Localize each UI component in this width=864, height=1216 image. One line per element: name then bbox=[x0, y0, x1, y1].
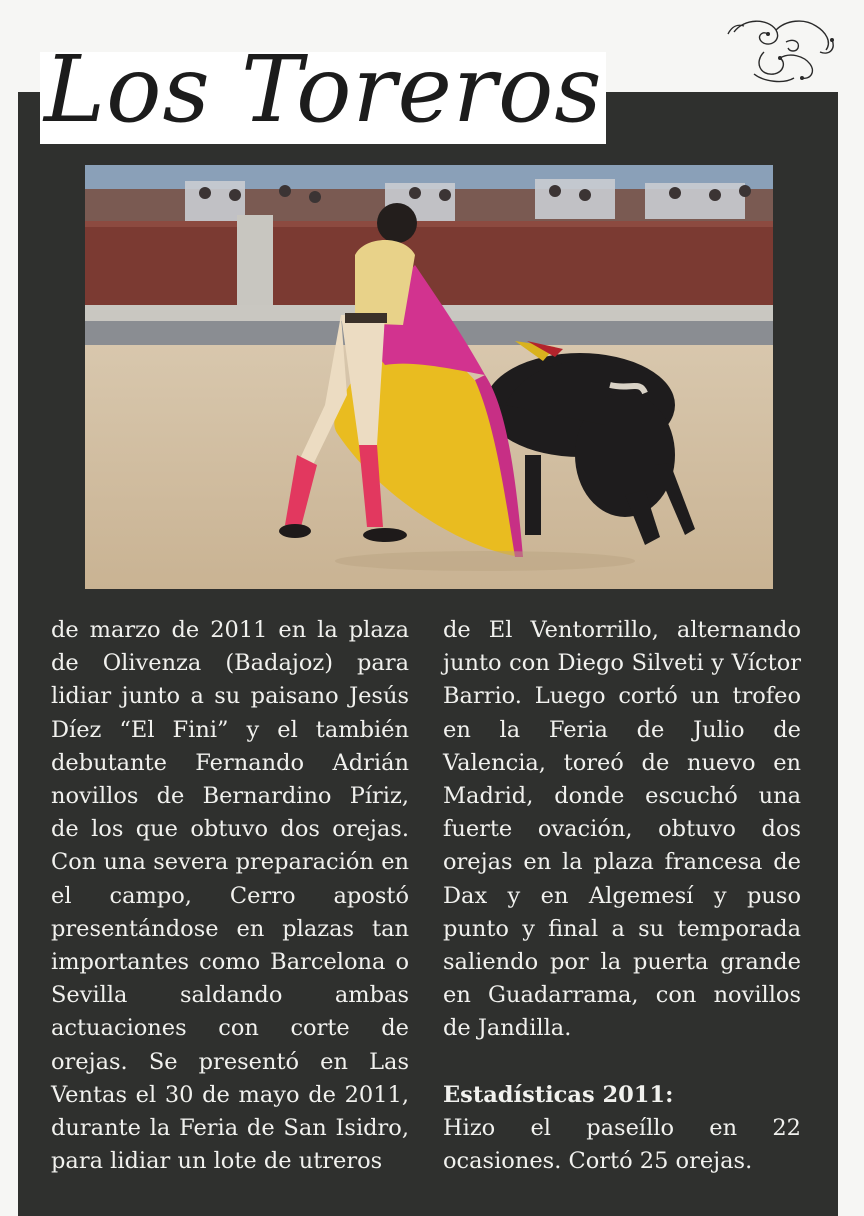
article-left-text: de marzo de 2011 en la plaza de Olivenza (Badajoz) para lidiar junto a su paisano Jesús Díez “El Fini” y el también debutante Fernando Adrián novillos de Bernardino Píriz, de los que obtuvo dos orejas. Con una severa preparación en el campo, Cerro apostó presentándose en plazas tan importantes como Barcelona o Sevilla saldando ambas actuaciones con corte de orejas. Se presentó en Las Ventas el 30 de mayo de 2011, durante la Feria de San Isidro, para lidiar un lote de utreros bbox=[51, 617, 409, 1175]
bullfighter-photo bbox=[85, 165, 773, 589]
article-right-text: de El Ventorrillo, alternando junto con Diego Silveti y Víctor Barrio. Luego cortó un trofeo en la Feria de Julio de Valencia, toreó de nuevo en Madrid, donde escuchó una fuerte ovación, obtuvo dos orejas en la plaza francesa de Dax y en Algemesí y puso punto y final a su temporada saliendo por la puerta grande en Guadarrama, con novillos de Jandilla. bbox=[443, 617, 801, 1042]
stats-heading: Estadísticas 2011: bbox=[443, 1081, 674, 1108]
ornament-icon bbox=[724, 12, 840, 86]
article-left-column bbox=[51, 614, 409, 1178]
article-right-column bbox=[443, 614, 801, 1178]
page-title: Los Toreros bbox=[44, 36, 603, 143]
stats-text: Hizo el paseíllo en 22 ocasiones. Cortó 25 orejas. bbox=[443, 1114, 801, 1175]
